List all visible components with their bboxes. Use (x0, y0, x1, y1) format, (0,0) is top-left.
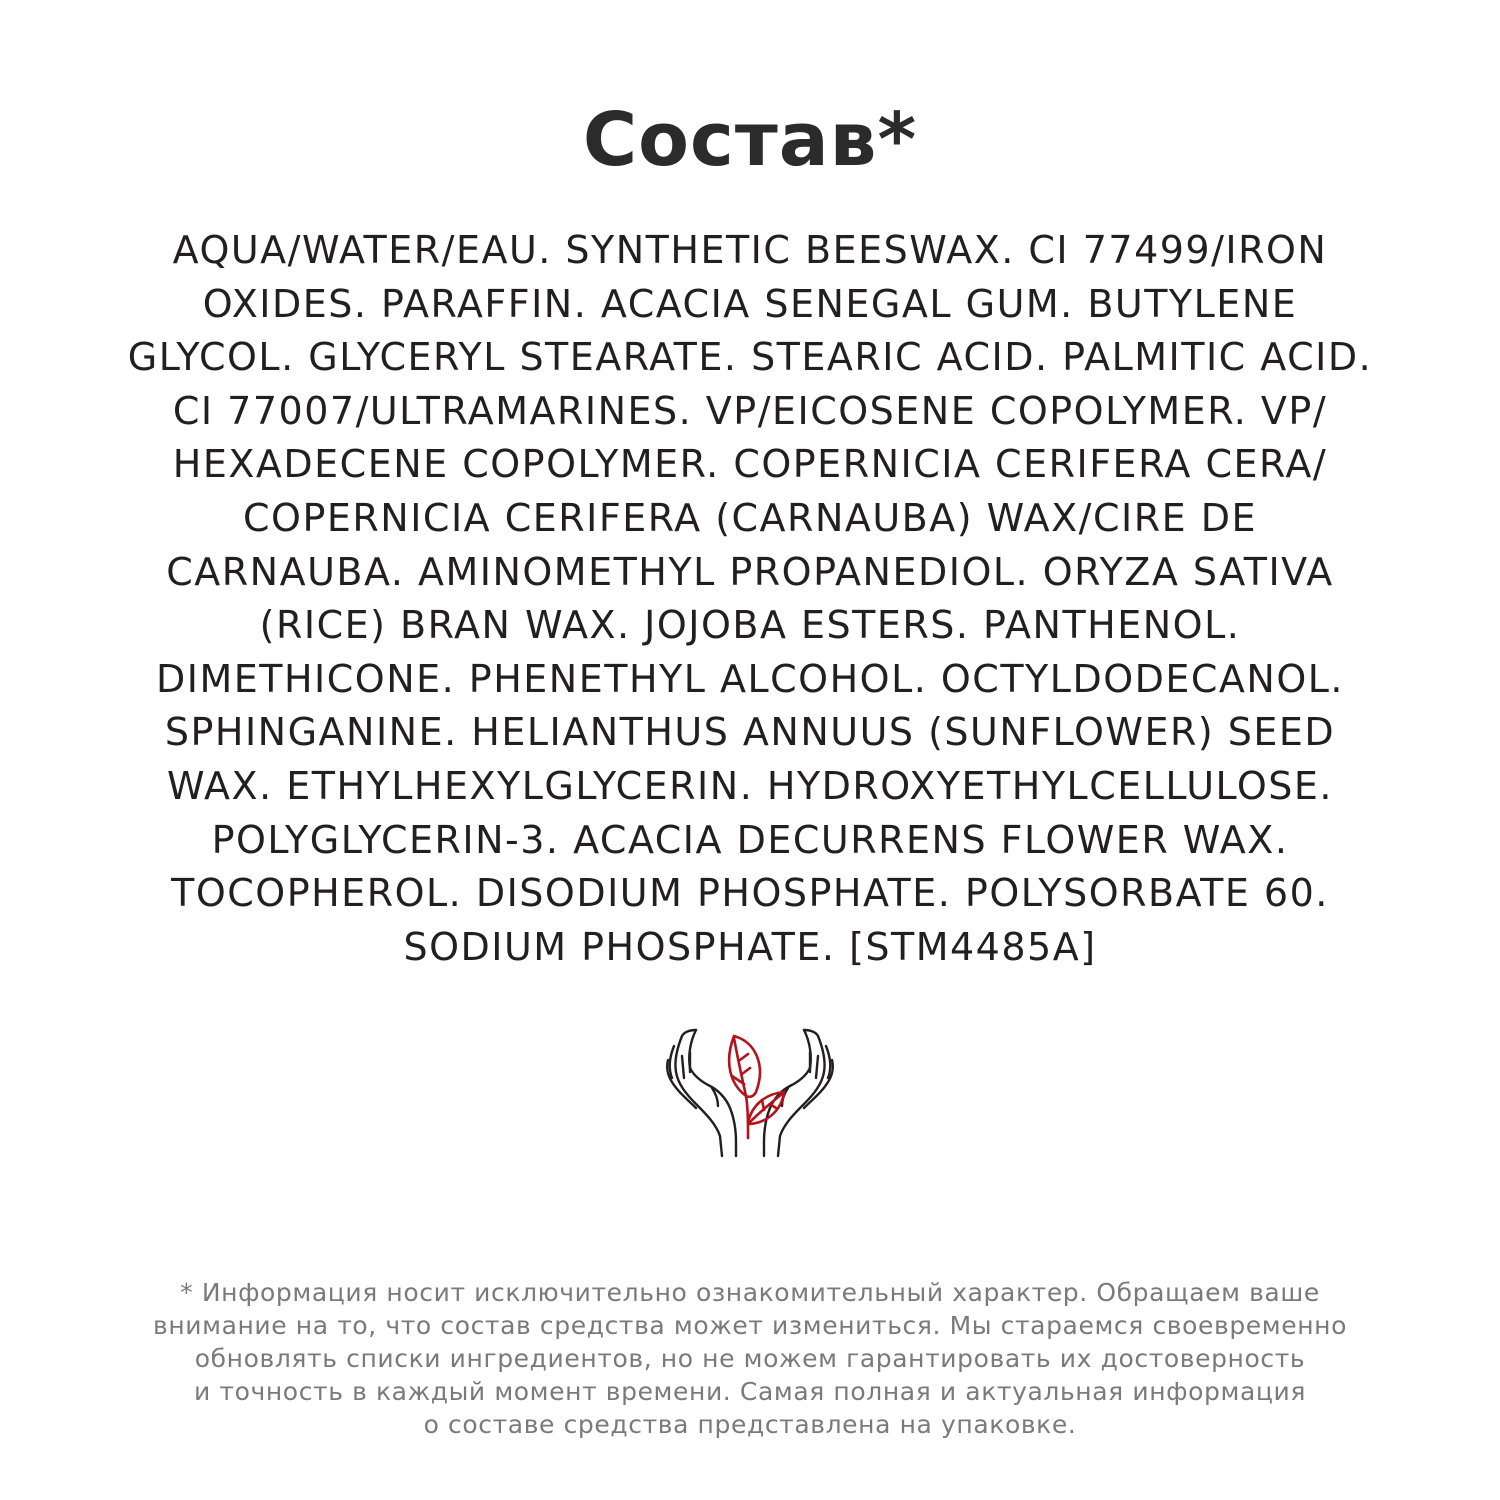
disclaimer-line: * Информация носит исключительно ознакомительный характер. Обращаем ваше (180, 1278, 1320, 1307)
ingredients-line: GLYCOL. GLYCERYL STEARATE. STEARIC ACID. PALMITIC ACID. (127, 335, 1373, 380)
disclaimer-text (30, 1276, 1470, 1441)
disclaimer-line: обновлять списки ингредиентов, но не можем гарантировать их достоверность (194, 1344, 1306, 1373)
ingredients-line: SPHINGANINE. HELIANTHUS ANNUUS (SUNFLOWER) SEED (164, 710, 1336, 755)
ingredients-line: CARNAUBA. AMINOMETHYL PROPANEDIOL. ORYZA SATIVA (166, 549, 1334, 594)
disclaimer-line: и точность в каждый момент времени. Самая полная и актуальная информация (194, 1377, 1306, 1406)
ingredients-line: OXIDES. PARAFFIN. ACACIA SENEGAL GUM. BUTYLENE (202, 281, 1298, 326)
ingredients-line: CI 77007/ULTRAMARINES. VP/EICOSENE COPOLYMER. VP/ (172, 388, 1328, 433)
ingredients-line: AQUA/WATER/EAU. SYNTHETIC BEESWAX. CI 77499/IRON (172, 228, 1328, 272)
ingredients-line: HEXADECENE COPOLYMER. COPERNICIA CERIFERA CERA/ (172, 442, 1328, 487)
disclaimer-line: внимание на то, что состав средства может измениться. Мы стараемся своевременно (152, 1311, 1348, 1340)
ingredients-line: (RICE) BRAN WAX. JOJOBA ESTERS. PANTHENOL. (259, 603, 1241, 648)
page-title: Состав* (582, 97, 918, 183)
ingredients-line: DIMETHICONE. PHENETHYL ALCOHOL. OCTYLDODECANOL. (156, 656, 1344, 701)
ingredients-line: SODIUM PHOSPHATE. [STM4485A] (403, 924, 1097, 969)
leaves-shape (729, 1036, 784, 1138)
hands-with-leaves-icon (660, 1012, 840, 1172)
ingredients-line: COPERNICIA CERIFERA (CARNAUBA) WAX/CIRE DE (243, 495, 1257, 540)
ingredients-line: WAX. ETHYLHEXYLGLYCERIN. HYDROXYETHYLCELLULOSE. (167, 763, 1333, 808)
left-hand-shape (667, 1030, 736, 1156)
ingredients-line: POLYGLYCERIN-3. ACACIA DECURRENS FLOWER WAX. (211, 817, 1289, 862)
disclaimer-line: о составе средства представлена на упаковке. (423, 1410, 1077, 1439)
ingredients-list (50, 224, 1450, 974)
ingredients-line: TOCOPHEROL. DISODIUM PHOSPHATE. POLYSORBATE 60. (171, 871, 1329, 916)
